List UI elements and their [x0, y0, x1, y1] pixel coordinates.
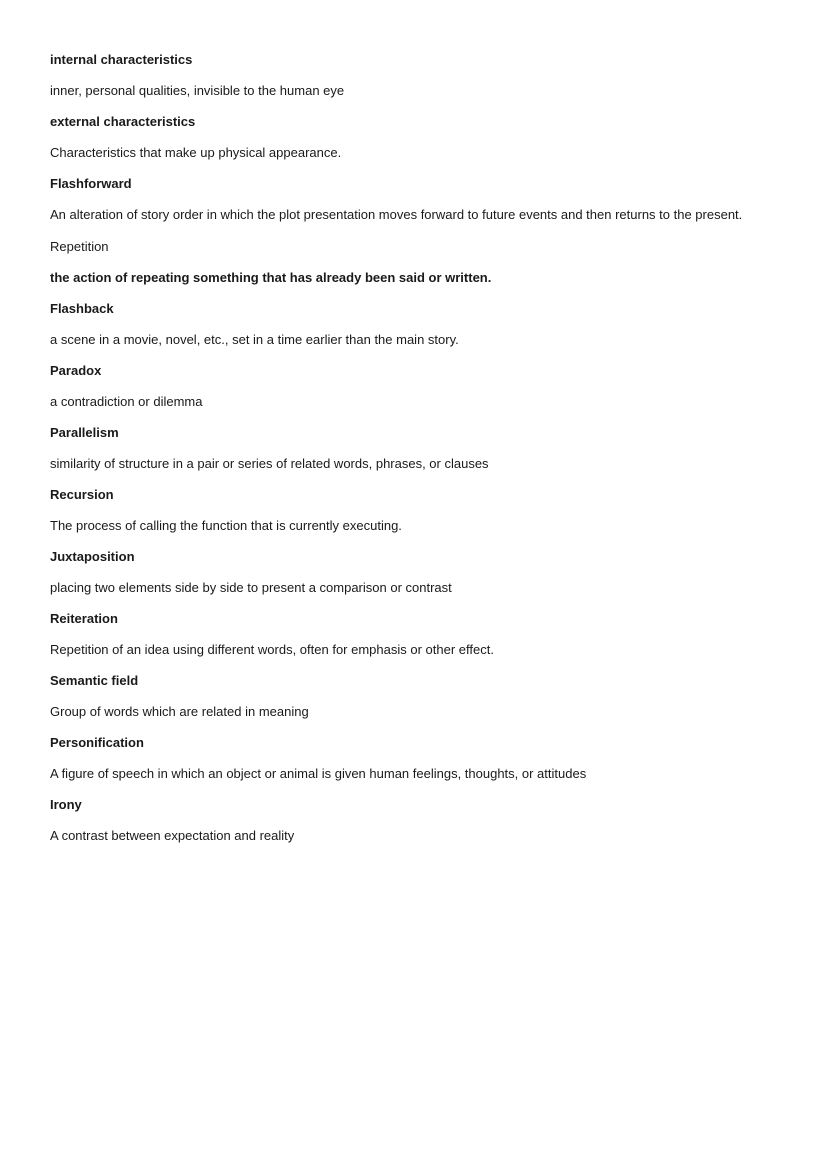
definition-reiteration: Repetition of an idea using different words, often for emphasis or other effect.	[50, 642, 494, 657]
term-semantic-field: Semantic field	[50, 673, 139, 688]
definition-flashback: a scene in a movie, novel, etc., set in a time earlier than the main story.	[50, 332, 459, 347]
definition-semantic-field: Group of words which are related in meaning	[50, 704, 309, 719]
term-internal-characteristics: internal characteristics	[50, 52, 193, 67]
term-paradox: Paradox	[50, 363, 102, 378]
definition-parallelism: similarity of structure in a pair or series of related words, phrases, or clauses	[50, 456, 489, 471]
term-personification: Personification	[50, 735, 144, 750]
term-flashback: Flashback	[50, 301, 114, 316]
definition-recursion: The process of calling the function that is currently executing.	[50, 518, 402, 533]
definition-flashforward: An alteration of story order in which the plot presentation moves forward to future events and then returns to the present.	[50, 207, 743, 222]
term-external-characteristics: external characteristics	[50, 114, 196, 129]
term-juxtaposition: Juxtaposition	[50, 549, 135, 564]
term-reiteration: Reiteration	[50, 611, 118, 626]
definition-external-characteristics: Characteristics that make up physical appearance.	[50, 145, 342, 160]
definition-paradox: a contradiction or dilemma	[50, 394, 203, 409]
definition-repetition: the action of repeating something that has already been said or written.	[50, 270, 492, 285]
term-recursion: Recursion	[50, 487, 114, 502]
term-flashforward: Flashforward	[50, 176, 132, 191]
definition-juxtaposition: placing two elements side by side to present a comparison or contrast	[50, 580, 452, 595]
definition-personification: A figure of speech in which an object or animal is given human feelings, thoughts, or attitudes	[50, 766, 587, 781]
definition-irony: A contrast between expectation and reality	[50, 828, 295, 843]
flashcard-list	[50, 50, 770, 857]
term-parallelism: Parallelism	[50, 425, 119, 440]
definition-internal-characteristics: inner, personal qualities, invisible to the human eye	[50, 83, 345, 98]
term-irony: Irony	[50, 797, 82, 812]
term-repetition: Repetition	[50, 239, 109, 254]
